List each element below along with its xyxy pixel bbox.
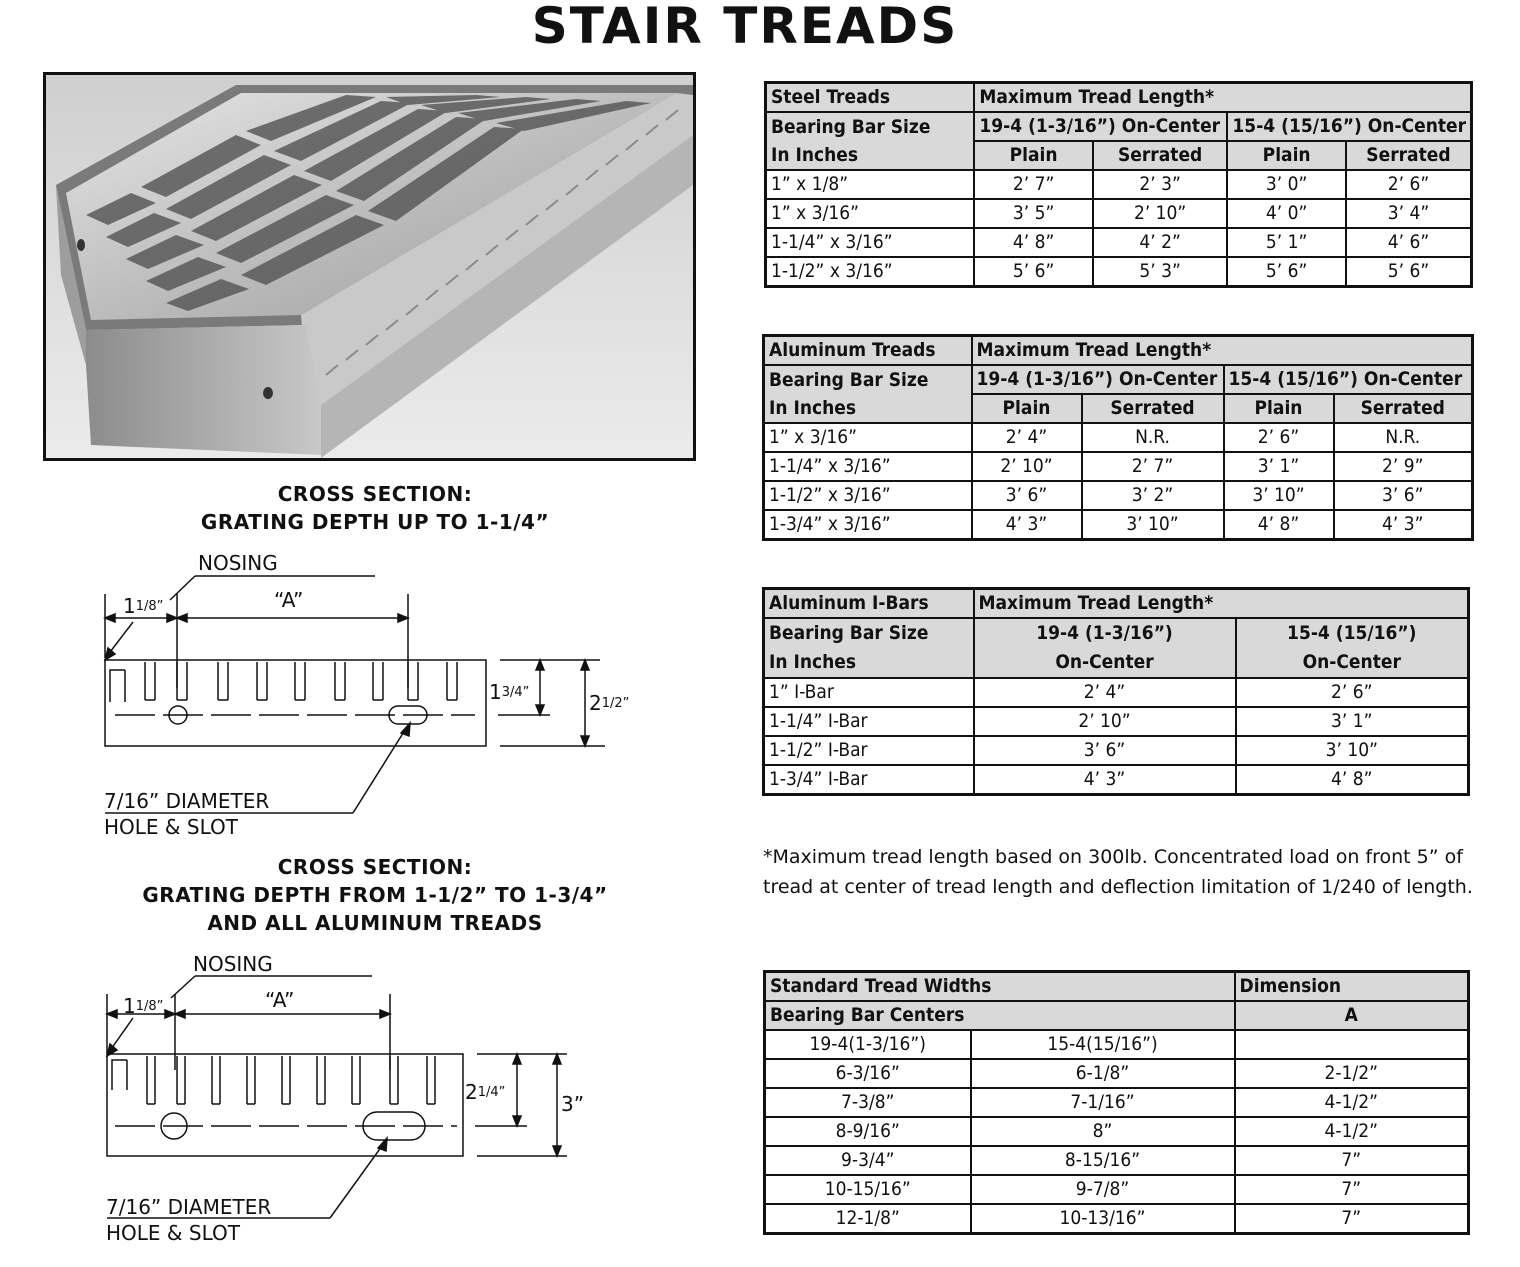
cross-section-1-title: CROSS SECTION: (277, 482, 473, 506)
cell: 1” x 3/16” (766, 199, 975, 228)
header-aluminum-treads: Aluminum Treads (764, 336, 972, 366)
cell: 1” I-Bar (764, 678, 974, 707)
cell: 7” (1235, 1146, 1469, 1175)
cell: 4’ 2” (1093, 228, 1228, 257)
table-row (766, 257, 1472, 287)
table-row (764, 765, 1469, 795)
cell: 10-15/16” (765, 1175, 971, 1204)
cell: 2’ 4” (974, 678, 1236, 707)
hole-label-1-line1: 7/16” DIAMETER (104, 789, 270, 813)
header-in-inches: In Inches (766, 141, 975, 170)
header-bearing-bar: Bearing Bar Size (766, 112, 975, 141)
steel-treads-table (764, 81, 1473, 288)
cell: 5’ 3” (1093, 257, 1228, 287)
cell: 3’ 6” (974, 736, 1236, 765)
hole-label-2-line1: 7/16” DIAMETER (106, 1195, 272, 1219)
table-row (765, 1088, 1469, 1117)
header-bearing-bar: Bearing Bar Size (764, 365, 972, 394)
page-title: STAIR TREADS (531, 0, 959, 55)
dimension-inner-2: $2^{1/4”}$ (465, 1080, 506, 1104)
header-standard-tread-widths: Standard Tread Widths (765, 972, 1235, 1002)
cell: 1-1/4” x 3/16” (766, 228, 975, 257)
table-row (764, 736, 1469, 765)
cell: 2-1/2” (1235, 1059, 1469, 1088)
cell: 8-9/16” (765, 1117, 971, 1146)
cell: N.R. (1082, 423, 1224, 452)
cell: 2’ 4” (972, 423, 1082, 452)
table-row (765, 1204, 1469, 1234)
cell: 4’ 3” (972, 510, 1082, 540)
header-a: A (1235, 1001, 1469, 1030)
header-plain: Plain (972, 394, 1082, 423)
cell: 2’ 10” (1093, 199, 1228, 228)
table-row (765, 1059, 1469, 1088)
cell: 5’ 1” (1227, 228, 1345, 257)
cell: 3’ 0” (1227, 170, 1345, 199)
cell: 12-1/8” (765, 1204, 971, 1234)
header-plain: Plain (1224, 394, 1334, 423)
cell: 4’ 3” (974, 765, 1236, 795)
header-oc-19-4: 19-4 (1-3/16”) On-Center (974, 618, 1236, 678)
header-serrated: Serrated (1334, 394, 1473, 423)
cell: 1-3/4” x 3/16” (764, 510, 972, 540)
cell (1235, 1030, 1469, 1059)
cell: 6-3/16” (765, 1059, 971, 1088)
cell: 3’ 1” (1236, 707, 1469, 736)
header-plain: Plain (974, 141, 1092, 170)
cell: 1” x 3/16” (764, 423, 972, 452)
cell: 4’ 6” (1346, 228, 1472, 257)
table-row (764, 481, 1473, 510)
cross-section-2-diagram (97, 970, 617, 1225)
footnote (763, 842, 1483, 902)
cell: 7” (1235, 1175, 1469, 1204)
cell: 7-3/8” (765, 1088, 971, 1117)
header-aluminum-ibars: Aluminum I-Bars (764, 589, 974, 619)
dimension-outer-2: 3” (561, 1092, 585, 1116)
cell: 3’ 4” (1346, 199, 1472, 228)
cell: 4’ 0” (1227, 199, 1345, 228)
header-bearing-bar-centers: Bearing Bar Centers (765, 1001, 1235, 1030)
cell: 3’ 6” (1334, 481, 1473, 510)
header-max-length: Maximum Tread Length* (972, 336, 1473, 366)
dimension-a-1: “A” (274, 588, 304, 612)
cell: 9-7/8” (971, 1175, 1235, 1204)
header-oc-19-4: 19-4 (1-3/16”) On-Center (972, 365, 1224, 394)
table-row (764, 423, 1473, 452)
table-row (766, 228, 1472, 257)
table-row (766, 199, 1472, 228)
cell: 2’ 7” (1082, 452, 1224, 481)
cell: 5’ 6” (1346, 257, 1472, 287)
cell: 3’ 2” (1082, 481, 1224, 510)
header-in-inches: In Inches (764, 394, 972, 423)
cell: 2’ 3” (1093, 170, 1228, 199)
header-steel-treads: Steel Treads (766, 83, 975, 113)
header-serrated: Serrated (1082, 394, 1224, 423)
cell: 1-1/2” x 3/16” (764, 481, 972, 510)
cell: 1” x 1/8” (766, 170, 975, 199)
hole-label-2-line2: HOLE & SLOT (106, 1221, 240, 1245)
cell: 2’ 6” (1224, 423, 1334, 452)
cell: 7” (1235, 1204, 1469, 1234)
cell: 2’ 10” (974, 707, 1236, 736)
header-max-length: Maximum Tread Length* (974, 589, 1469, 619)
cell: 5’ 6” (974, 257, 1092, 287)
footnote-line-2: tread at center of tread length and deflection limitation of 1/240 of length. (763, 876, 1473, 898)
table-row (764, 510, 1473, 540)
cell: 3’ 10” (1236, 736, 1469, 765)
aluminum-treads-table (762, 334, 1474, 541)
header-bearing-bar: Bearing Bar Size In Inches (764, 618, 974, 678)
cell: 4’ 3” (1334, 510, 1473, 540)
cell: 1-1/2” I-Bar (764, 736, 974, 765)
dimension-outer-1: $2^{1/2”}$ (589, 691, 630, 715)
cell: 4’ 8” (1224, 510, 1334, 540)
header-serrated: Serrated (1093, 141, 1228, 170)
header-serrated: Serrated (1346, 141, 1472, 170)
cell: N.R. (1334, 423, 1473, 452)
nosing-label-1: NOSING (198, 551, 278, 575)
cross-section-2-title: CROSS SECTION: (277, 855, 473, 879)
header-col-15-4: 15-4(15/16”) (971, 1030, 1235, 1059)
cell: 3’ 1” (1224, 452, 1334, 481)
table-row (766, 170, 1472, 199)
table-row (765, 1175, 1469, 1204)
header-oc-15-4: 15-4 (15/16”) On-Center (1224, 365, 1473, 394)
cell: 3’ 10” (1082, 510, 1224, 540)
header-dimension: Dimension (1235, 972, 1469, 1002)
dimension-inner-1: $1^{3/4”}$ (489, 680, 530, 704)
cell: 1-3/4” I-Bar (764, 765, 974, 795)
table-row (764, 452, 1473, 481)
cell: 5’ 6” (1227, 257, 1345, 287)
dimension-a-2: “A” (265, 988, 295, 1012)
cross-section-1-diagram (95, 570, 655, 820)
cell: 4’ 8” (974, 228, 1092, 257)
cell: 2’ 10” (972, 452, 1082, 481)
header-plain: Plain (1227, 141, 1345, 170)
cell: 1-1/2” x 3/16” (766, 257, 975, 287)
dimension-left-1: $1^{1/8”}$ (123, 594, 164, 618)
cell: 1-1/4” I-Bar (764, 707, 974, 736)
footnote-line-1: *Maximum tread length based on 300lb. Concentrated load on front 5” of (763, 846, 1463, 868)
cell: 2’ 9” (1334, 452, 1473, 481)
nosing-label-2: NOSING (193, 952, 273, 976)
aluminum-ibars-table (762, 587, 1470, 796)
cell: 7-1/16” (971, 1088, 1235, 1117)
header-max-length: Maximum Tread Length* (974, 83, 1471, 113)
table-row (765, 1146, 1469, 1175)
cell: 6-1/8” (971, 1059, 1235, 1088)
cell: 1-1/4” x 3/16” (764, 452, 972, 481)
cell: 8” (971, 1117, 1235, 1146)
header-oc-19-4: 19-4 (1-3/16”) On-Center (974, 112, 1227, 141)
cell: 3’ 10” (1224, 481, 1334, 510)
header-oc-15-4: 15-4 (15/16”) On-Center (1227, 112, 1471, 141)
table-row (765, 1117, 1469, 1146)
cell: 2’ 6” (1346, 170, 1472, 199)
cell: 2’ 6” (1236, 678, 1469, 707)
cell: 3’ 6” (972, 481, 1082, 510)
cell: 4’ 8” (1236, 765, 1469, 795)
table-row (764, 707, 1469, 736)
cross-section-1-subtitle: GRATING DEPTH UP TO 1-1/4” (200, 510, 550, 534)
dimension-left-2: $1^{1/8”}$ (123, 994, 164, 1018)
cell: 9-3/4” (765, 1146, 971, 1175)
cell: 2’ 7” (974, 170, 1092, 199)
hole-label-1-line2: HOLE & SLOT (104, 815, 238, 839)
cross-section-2-subtitle: GRATING DEPTH FROM 1-1/2” TO 1-3/4” (142, 883, 608, 907)
header-col-19-4: 19-4(1-3/16”) (765, 1030, 971, 1059)
cross-section-2-subtitle-2: AND ALL ALUMINUM TREADS (207, 911, 543, 935)
cell: 3’ 5” (974, 199, 1092, 228)
cell: 8-15/16” (971, 1146, 1235, 1175)
stair-tread-photo (43, 72, 696, 461)
standard-tread-widths-table (763, 970, 1470, 1235)
cell: 4-1/2” (1235, 1088, 1469, 1117)
cell: 4-1/2” (1235, 1117, 1469, 1146)
header-oc-15-4: 15-4 (15/16”) On-Center (1236, 618, 1469, 678)
table-row (764, 678, 1469, 707)
cell: 10-13/16” (971, 1204, 1235, 1234)
